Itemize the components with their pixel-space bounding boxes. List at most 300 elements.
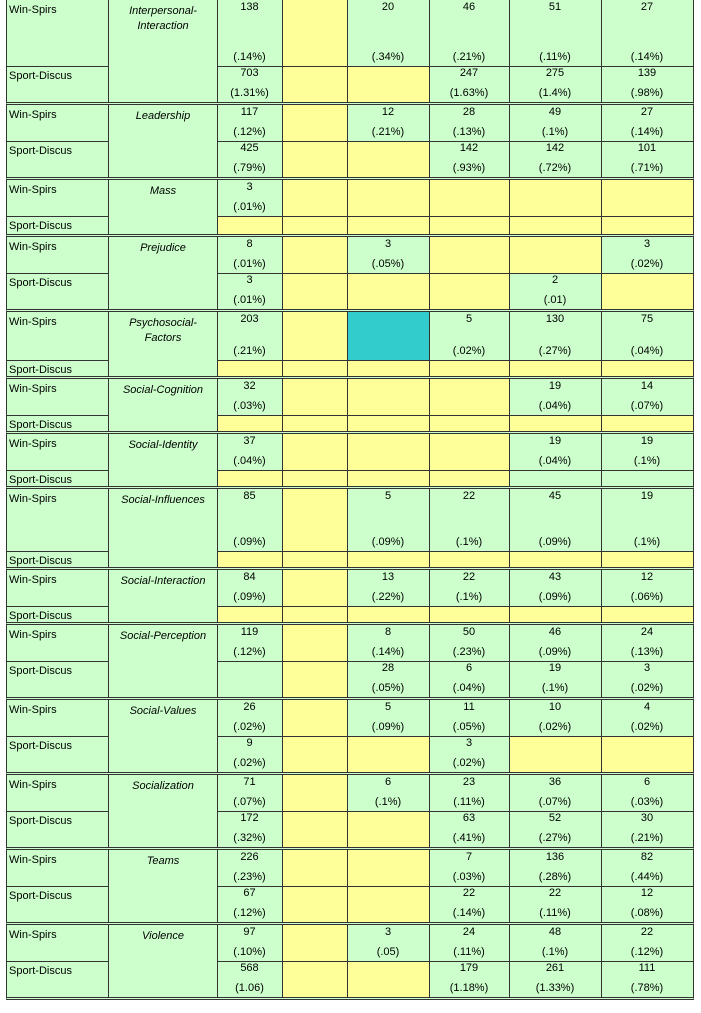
data-cell <box>347 105 429 141</box>
data-cell <box>601 273 693 309</box>
column-divider <box>108 0 109 102</box>
cell-percent: (.07%) <box>538 796 572 808</box>
cell-percent: (1.06) <box>235 982 264 994</box>
row-divider <box>217 811 693 812</box>
column-divider <box>509 850 510 922</box>
subject-label <box>109 237 217 256</box>
cell-count: 11 <box>463 701 475 713</box>
row-divider <box>217 273 693 274</box>
cell-count: 19 <box>640 435 654 447</box>
data-cell <box>282 925 347 961</box>
cell-percent: (.14%) <box>630 126 664 138</box>
subject-group <box>6 850 694 925</box>
cell-percent: (.79%) <box>233 162 266 174</box>
cell-count: 85 <box>243 490 256 502</box>
cell-percent: (.13%) <box>452 126 486 138</box>
cell-percent: (.05%) <box>452 721 486 733</box>
subject-group <box>6 0 694 105</box>
cell-count: 22 <box>462 571 476 583</box>
subject-label <box>109 850 217 869</box>
database-label: Sport-Discus <box>9 419 72 431</box>
cell-count: 261 <box>545 962 565 974</box>
subject-label-line: Socialization <box>132 780 194 792</box>
data-cell <box>509 551 601 567</box>
cell-percent: (.1%) <box>455 536 483 548</box>
subject-label <box>109 180 217 199</box>
subject-label <box>109 700 217 719</box>
data-cell <box>601 661 693 697</box>
cell-percent: (.09%) <box>538 536 572 548</box>
column-divider <box>217 850 218 922</box>
data-cell <box>601 141 693 177</box>
row-divider <box>7 216 108 217</box>
database-label: Win-Spirs <box>9 184 57 196</box>
column-divider <box>282 105 283 177</box>
subject-label <box>109 0 217 34</box>
subject-label-line: Interpersonal- <box>129 5 197 17</box>
data-cell <box>347 360 429 376</box>
data-cell <box>217 850 282 886</box>
subject-label-line: Social-Perception <box>119 630 207 642</box>
cell-percent: (.07%) <box>233 796 266 808</box>
column-divider <box>282 700 283 772</box>
cell-count: 203 <box>240 313 259 325</box>
data-cell <box>509 415 601 431</box>
column-divider <box>108 434 109 486</box>
data-cell <box>347 570 429 606</box>
data-cell <box>217 606 282 622</box>
data-cell <box>429 625 509 661</box>
subject-label-line: Leadership <box>135 110 191 122</box>
cell-count: 275 <box>545 67 565 79</box>
data-cell <box>282 273 347 309</box>
data-cell <box>429 180 509 216</box>
column-divider <box>601 700 602 772</box>
column-divider <box>509 180 510 234</box>
column-divider <box>429 625 430 697</box>
cell-count: 3 <box>465 737 473 749</box>
data-cell <box>217 273 282 309</box>
column-divider <box>429 434 430 486</box>
column-divider <box>429 489 430 567</box>
subject-label <box>109 379 217 398</box>
row-divider <box>7 811 108 812</box>
subject-label-line: Social-Values <box>129 705 197 717</box>
column-divider <box>429 570 430 622</box>
column-divider <box>429 312 430 376</box>
column-divider <box>217 700 218 772</box>
data-cell <box>347 625 429 661</box>
cell-percent: (.71%) <box>630 162 664 174</box>
data-cell <box>217 661 282 697</box>
cell-count: 97 <box>243 926 256 938</box>
data-cell <box>601 700 693 736</box>
data-cell <box>509 237 601 273</box>
subject-label <box>109 925 217 944</box>
cell-count: 111 <box>638 962 656 974</box>
data-cell <box>217 551 282 567</box>
column-divider <box>509 312 510 376</box>
column-divider <box>601 105 602 177</box>
data-cell <box>429 489 509 551</box>
column-divider <box>429 237 430 309</box>
cell-percent: (.05%) <box>371 258 405 270</box>
cell-percent: (.12%) <box>233 646 266 658</box>
cell-percent: (.09%) <box>233 591 266 603</box>
column-divider <box>347 105 348 177</box>
cell-count: 226 <box>240 851 259 863</box>
cell-percent: (.1%) <box>633 455 661 467</box>
column-divider <box>108 700 109 772</box>
data-cell <box>509 886 601 922</box>
column-divider <box>282 379 283 431</box>
data-cell <box>429 850 509 886</box>
cell-count: 49 <box>548 106 562 118</box>
data-cell <box>509 434 601 470</box>
data-cell <box>282 141 347 177</box>
cell-percent: (.01%) <box>233 258 266 270</box>
data-cell <box>429 551 509 567</box>
data-cell <box>429 434 509 470</box>
data-cell <box>217 312 282 360</box>
row-divider <box>7 661 108 662</box>
data-cell <box>282 850 347 886</box>
column-divider <box>347 434 348 486</box>
row-divider <box>217 606 693 607</box>
cell-percent: (.02%) <box>452 757 486 769</box>
column-divider <box>108 625 109 697</box>
data-cell <box>217 216 282 234</box>
cell-percent: (.1%) <box>541 682 569 694</box>
column-divider <box>429 775 430 847</box>
cell-percent: (.13%) <box>630 646 664 658</box>
data-cell <box>282 775 347 811</box>
cell-percent: (.09%) <box>538 591 572 603</box>
cell-percent: (.11%) <box>453 796 485 808</box>
data-cell <box>601 360 693 376</box>
data-cell <box>601 216 693 234</box>
data-cell <box>601 0 693 66</box>
subject-group <box>6 925 694 1000</box>
subject-label <box>109 312 217 346</box>
data-cell <box>217 180 282 216</box>
cell-count: 45 <box>548 490 562 502</box>
subject-label-line: Psychosocial- <box>129 317 197 329</box>
data-cell <box>601 551 693 567</box>
cell-percent: (.12%) <box>233 907 266 919</box>
subject-group <box>6 237 694 312</box>
cell-count: 13 <box>381 571 395 583</box>
data-cell <box>347 606 429 622</box>
cell-count: 19 <box>548 380 562 392</box>
cell-percent: (.21%) <box>371 126 405 138</box>
data-cell <box>347 180 429 216</box>
cell-percent: (.1%) <box>541 126 569 138</box>
cell-count: 23 <box>462 776 476 788</box>
cell-count: 3 <box>643 238 651 250</box>
data-cell <box>601 925 693 961</box>
data-cell <box>282 180 347 216</box>
column-divider <box>601 379 602 431</box>
cell-count: 139 <box>637 67 657 79</box>
cell-percent: (.14%) <box>233 51 266 63</box>
data-cell <box>509 216 601 234</box>
data-cell <box>509 736 601 772</box>
data-cell <box>601 606 693 622</box>
subject-label-line: Social-Cognition <box>122 384 204 396</box>
row-divider <box>217 415 693 416</box>
data-cell <box>601 489 693 551</box>
data-cell <box>429 775 509 811</box>
cell-percent: (.41%) <box>452 832 486 844</box>
database-label: Win-Spirs <box>9 241 57 253</box>
cell-count: 22 <box>462 490 476 502</box>
subject-label-line: Violence <box>142 930 184 942</box>
column-divider <box>108 312 109 376</box>
cell-percent: (.27%) <box>538 345 572 357</box>
data-cell <box>429 312 509 360</box>
subject-label-line: Social-Influences <box>121 494 205 506</box>
row-divider <box>7 470 108 471</box>
cell-count: 26 <box>243 701 256 713</box>
row-divider <box>217 661 693 662</box>
subject-label-line: Factors <box>144 332 182 344</box>
data-cell <box>429 216 509 234</box>
data-cell <box>601 312 693 360</box>
cell-count: 8 <box>246 238 253 250</box>
data-cell <box>282 379 347 415</box>
cell-percent: (.07%) <box>630 400 664 412</box>
database-label: Win-Spirs <box>9 929 57 941</box>
cell-count: 27 <box>640 106 654 118</box>
cell-count: 19 <box>548 662 562 674</box>
cell-percent: (.01%) <box>233 201 266 213</box>
cell-count: 50 <box>462 626 476 638</box>
data-cell <box>347 551 429 567</box>
data-cell <box>509 925 601 961</box>
data-cell <box>282 961 347 997</box>
data-cell <box>217 811 282 847</box>
cell-count: 101 <box>637 142 657 154</box>
row-divider <box>7 736 108 737</box>
database-label: Sport-Discus <box>9 70 72 82</box>
subject-group <box>6 775 694 850</box>
database-label: Sport-Discus <box>9 145 72 157</box>
data-cell <box>217 470 282 486</box>
data-cell <box>347 216 429 234</box>
cell-percent: (.27%) <box>538 832 572 844</box>
cell-count: 136 <box>545 851 565 863</box>
column-divider <box>347 850 348 922</box>
column-divider <box>217 180 218 234</box>
cell-count: 63 <box>462 812 476 824</box>
cell-percent: (.04%) <box>233 455 266 467</box>
database-label: Sport-Discus <box>9 220 72 232</box>
data-cell <box>429 700 509 736</box>
row-divider <box>217 470 693 471</box>
data-cell <box>282 606 347 622</box>
column-divider <box>108 850 109 922</box>
cell-percent: (.10%) <box>233 946 266 958</box>
column-divider <box>509 0 510 102</box>
cell-percent: (.21%) <box>630 832 664 844</box>
data-cell <box>601 570 693 606</box>
cell-percent: (.1%) <box>541 946 569 958</box>
subject-group <box>6 180 694 237</box>
subject-group <box>6 489 694 570</box>
cell-percent: (.02%) <box>630 258 664 270</box>
database-label: Sport-Discus <box>9 665 72 677</box>
row-divider <box>217 551 693 552</box>
data-cell <box>347 415 429 431</box>
column-divider <box>347 379 348 431</box>
row-divider <box>7 360 108 361</box>
database-label: Win-Spirs <box>9 4 57 16</box>
cell-count: 172 <box>240 812 259 824</box>
subject-label-line: Interaction <box>137 20 189 32</box>
data-cell <box>217 886 282 922</box>
cell-count: 6 <box>384 776 392 788</box>
data-cell <box>601 775 693 811</box>
row-divider <box>217 886 693 887</box>
cell-count: 24 <box>640 626 654 638</box>
data-cell <box>509 379 601 415</box>
cell-percent: (.11%) <box>453 946 485 958</box>
data-cell <box>509 312 601 360</box>
cell-count: 10 <box>548 701 562 713</box>
cell-count: 142 <box>545 142 565 154</box>
data-cell <box>601 811 693 847</box>
data-cell <box>429 379 509 415</box>
database-label: Sport-Discus <box>9 277 72 289</box>
column-divider <box>217 0 218 102</box>
data-cell <box>282 415 347 431</box>
row-divider <box>217 360 693 361</box>
column-divider <box>601 237 602 309</box>
data-cell <box>429 141 509 177</box>
column-divider <box>217 570 218 622</box>
data-cell <box>509 66 601 102</box>
column-divider <box>282 434 283 486</box>
cell-count: 82 <box>640 851 654 863</box>
column-divider <box>509 237 510 309</box>
cell-percent: (.72%) <box>538 162 572 174</box>
cell-percent: (.02%) <box>233 721 266 733</box>
column-divider <box>509 489 510 567</box>
cell-count: 84 <box>243 571 256 583</box>
database-label: Win-Spirs <box>9 316 57 328</box>
column-divider <box>429 700 430 772</box>
cell-count: 75 <box>640 313 654 325</box>
data-cell <box>601 415 693 431</box>
row-divider <box>7 961 108 962</box>
data-cell <box>217 961 282 997</box>
data-cell <box>282 700 347 736</box>
cell-count: 43 <box>548 571 562 583</box>
data-cell <box>429 570 509 606</box>
data-cell <box>601 470 693 486</box>
cell-count: 22 <box>462 887 476 899</box>
data-cell <box>347 925 429 961</box>
data-cell <box>347 661 429 697</box>
column-divider <box>217 489 218 567</box>
cell-percent: (.1%) <box>633 536 661 548</box>
data-cell <box>509 105 601 141</box>
column-divider <box>282 0 283 102</box>
data-cell <box>429 606 509 622</box>
column-divider <box>217 237 218 309</box>
cell-percent: (1.63%) <box>449 87 489 99</box>
cell-percent: (.44%) <box>630 871 664 883</box>
cell-count: 37 <box>243 435 256 447</box>
column-divider <box>601 180 602 234</box>
subject-label <box>109 105 217 124</box>
column-divider <box>347 570 348 622</box>
data-cell <box>347 961 429 997</box>
column-divider <box>217 925 218 997</box>
cell-count: 142 <box>459 142 479 154</box>
cell-percent: (1.31%) <box>230 87 269 99</box>
cell-count: 28 <box>462 106 476 118</box>
cell-percent: (1.4%) <box>538 87 572 99</box>
cell-count: 19 <box>548 435 562 447</box>
cell-count: 28 <box>381 662 395 674</box>
column-divider <box>601 489 602 567</box>
cell-count: 46 <box>548 626 562 638</box>
column-divider <box>601 925 602 997</box>
data-cell <box>282 312 347 360</box>
column-divider <box>217 105 218 177</box>
database-label: Win-Spirs <box>9 493 57 505</box>
data-cell <box>347 811 429 847</box>
cell-percent: (.23%) <box>452 646 486 658</box>
cell-count: 19 <box>640 490 654 502</box>
data-cell <box>509 661 601 697</box>
data-cell <box>217 0 282 66</box>
data-cell <box>282 886 347 922</box>
column-divider <box>347 237 348 309</box>
database-label: Win-Spirs <box>9 629 57 641</box>
cell-count: 30 <box>640 812 654 824</box>
data-cell <box>347 700 429 736</box>
cell-percent: (.02%) <box>630 682 664 694</box>
database-label: Win-Spirs <box>9 574 57 586</box>
cell-percent: (.93%) <box>452 162 486 174</box>
column-divider <box>601 850 602 922</box>
data-cell <box>347 775 429 811</box>
column-divider <box>509 434 510 486</box>
column-divider <box>347 312 348 376</box>
cell-percent: (.21%) <box>452 51 486 63</box>
cell-count: 9 <box>246 737 253 749</box>
database-label: Sport-Discus <box>9 364 72 376</box>
column-divider <box>217 775 218 847</box>
cell-percent: (.02%) <box>452 345 486 357</box>
data-cell <box>429 661 509 697</box>
column-divider <box>108 775 109 847</box>
cell-percent: (.02%) <box>630 721 664 733</box>
database-label: Win-Spirs <box>9 438 57 450</box>
cell-percent: (.06%) <box>630 591 664 603</box>
data-cell <box>217 625 282 661</box>
data-table <box>6 0 694 1000</box>
cell-count: 48 <box>548 926 562 938</box>
column-divider <box>347 489 348 567</box>
cell-count: 6 <box>643 776 651 788</box>
column-divider <box>601 570 602 622</box>
column-divider <box>282 775 283 847</box>
data-cell <box>347 379 429 415</box>
